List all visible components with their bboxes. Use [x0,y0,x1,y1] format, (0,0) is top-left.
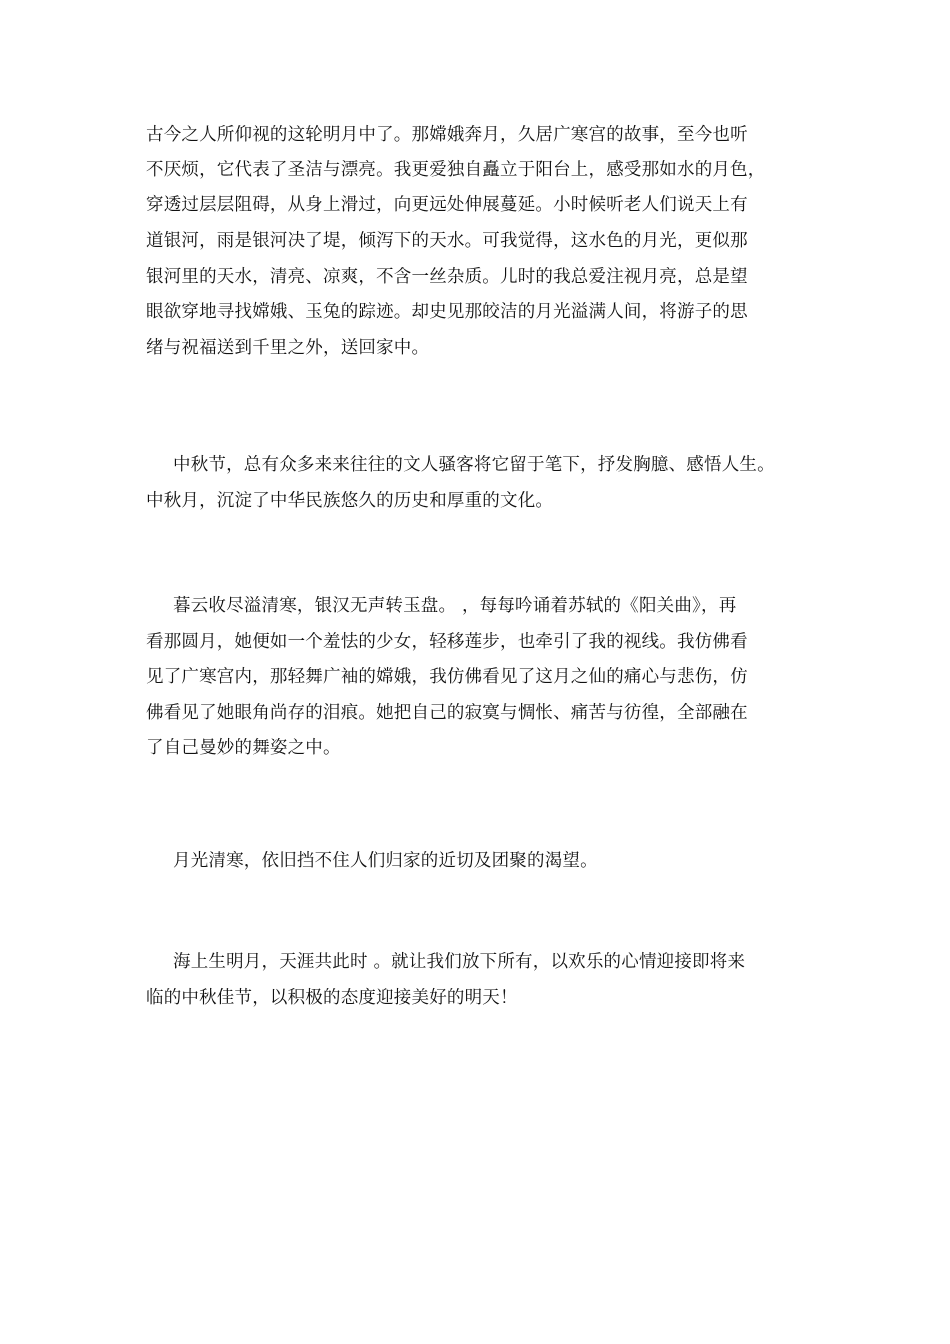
paragraph-line: 看那圆月，她便如一个羞怯的少女，轻移莲步，也牵引了我的视线。我仿佛看 [146,632,748,652]
paragraph-line: 海上生明月，天涯共此时 。就让我们放下所有，以欢乐的心情迎接即将来 [173,952,746,972]
paragraph-line: 眼欲穿地寻找嫦娥、玉兔的踪迹。却史见那皎洁的月光溢满人间，将游子的思 [146,302,748,322]
paragraph-line: 绪与祝福送到千里之外，送回家中。 [146,338,430,358]
paragraph-line: 月光清寒，依旧挡不住人们归家的近切及团聚的渴望。 [173,851,598,871]
paragraph-line: 了自己曼妙的舞姿之中。 [146,738,341,758]
paragraph-line: 佛看见了她眼角尚存的泪痕。她把自己的寂寞与惆怅、痛苦与彷徨，全部融在 [146,703,748,723]
paragraph-line: 见了广寒宫内，那轻舞广袖的嫦娥，我仿佛看见了这月之仙的痛心与悲伤，仿 [146,667,748,687]
paragraph-line: 临的中秋佳节，以积极的态度迎接美好的明天！ [146,988,518,1008]
paragraph-line: 银河里的天水，清亮、凉爽，不含一丝杂质。儿时的我总爱注视月亮，总是望 [146,267,748,287]
paragraph-line: 不厌烦，它代表了圣洁与漂亮。我更爱独自矗立于阳台上，感受那如水的月色， [146,160,766,180]
paragraph-line: 暮云收尽溢清寒，银汉无声转玉盘。 ，每每吟诵着苏轼的《阳关曲》，再 [173,596,737,616]
paragraph-line: 道银河，雨是银河决了堤，倾泻下的天水。可我觉得，这水色的月光，更似那 [146,231,748,251]
paragraph-line: 中秋节，总有众多来来往往的文人骚客将它留于笔下，抒发胸臆、感悟人生。 [173,455,775,475]
paragraph-line: 中秋月，沉淀了中华民族悠久的历史和厚重的文化。 [146,491,554,511]
paragraph-line: 穿透过层层阻碍，从身上滑过，向更远处伸展蔓延。小时候听老人们说天上有 [146,195,748,215]
paragraph-line: 古今之人所仰视的这轮明月中了。那嫦娥奔月，久居广寒宫的故事，至今也听 [146,125,748,145]
